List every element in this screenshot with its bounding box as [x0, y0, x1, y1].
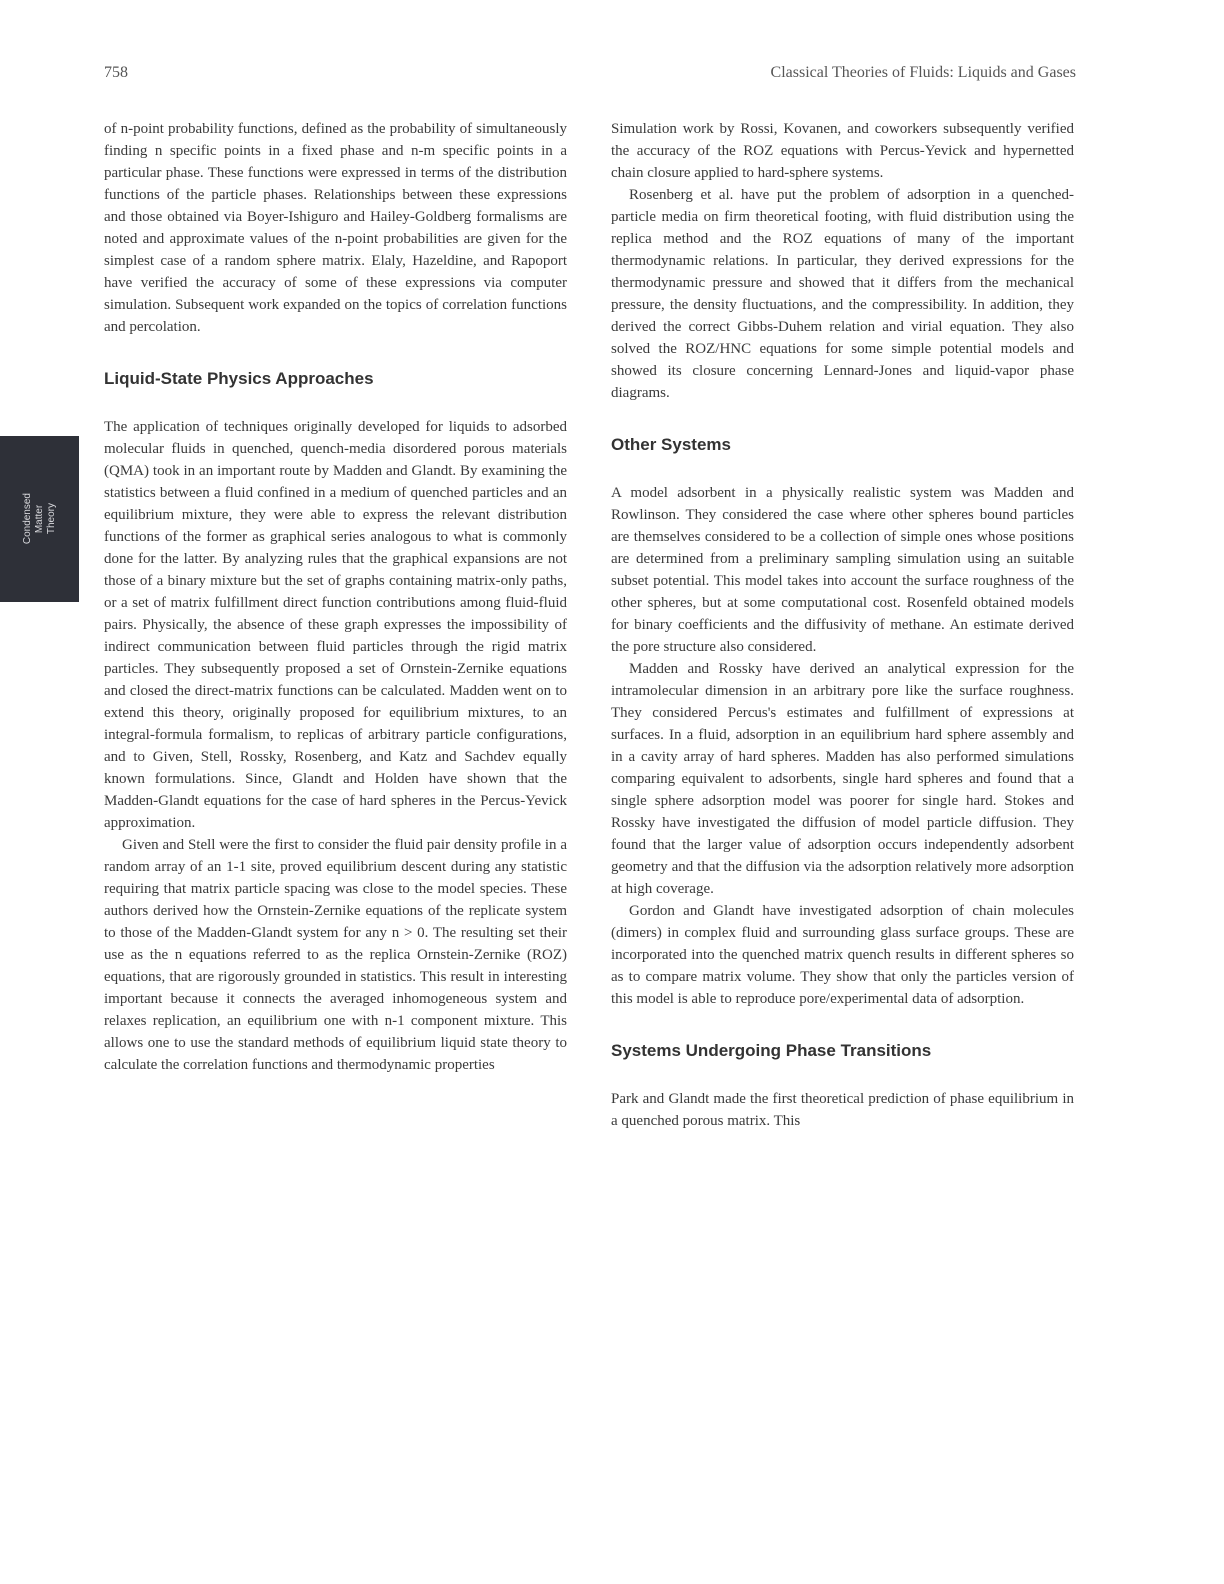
section-heading: Systems Undergoing Phase Transitions: [611, 1041, 932, 1060]
paragraph: Park and Glandt made the first theoretical prediction of phase equilibrium in a quenched porous matrix. This: [611, 1091, 1074, 1129]
paragraph: of n-point probability functions, defined as the probability of simultaneously finding n specific points in a fixed phase and n-m specific points in a particular phase. These functions were expressed in terms of the distribution functions of the particle phases. Relationships between these expressions and those obtained via Boyer-Ishiguro and Hailey-Goldberg formalisms are noted and approximate values of the n-point probabilities are given for the simplest case of a random sphere matrix. Elaly, Hazeldine, and Rapoport have verified the accuracy of some of these expressions via computer simulation. Subsequent work expanded on the topics of correlation functions and percolation.: [104, 121, 567, 335]
right-column: [611, 118, 1074, 1132]
left-column: [104, 118, 567, 1076]
paragraph: Rosenberg et al. have put the problem of adsorption in a quenched-particle media on firm theoretical footing, with fluid distribution using the replica method and the ROZ equations of many of the important thermodynamic relations. In particular, they derived expressions for the thermodynamic pressure and showed that it differs from the mechanical pressure, the density fluctuations, and the compressibility. In addition, they derived the correct Gibbs-Duhem relation and virial equation. They also solved the ROZ/HNC equations for some simple potential models and showed its closure concerning Lennard-Jones and liquid-vapor phase diagrams.: [611, 187, 1074, 401]
running-title: Classical Theories of Fluids: Liquids and Gases: [770, 64, 1076, 81]
section-thumb-tab: [0, 436, 79, 602]
paragraph: The application of techniques originally developed for liquids to adsorbed molecular fluids in quenched, quench-media disordered porous materials (QMA) took in an important route by Madden and Glandt. By examining the statistics between a fluid confined in a medium of quenched particles and an equilibrium mixture, they were able to express the relevant distribution functions of the former as graphical series analogous to what is commonly done for the latter. By analyzing rules that the graphical expansions are not those of a binary mixture but the set of graphs containing matrix-only paths, or a set of matrix fulfillment direct function contributions among fluid-fluid pairs. Physically, the absence of these graph expresses the impossibility of indirect communication between fluid particles through the rigid matrix particles. They subsequently proposed a set of Ornstein-Zernike equations and closed the direct-matrix functions can be calculated. Madden went on to extend this theory, originally proposed for equilibrium mixtures, to an integral-formula formalism, to replicas of arbitrary particle configurations, and to Given, Stell, Rossky, Rosenberg, and Katz and Sachdev equally known formulations. Since, Glandt and Holden have shown that the Madden-Glandt equations for the case of hard spheres in the Percus-Yevick approximation.: [104, 419, 567, 831]
section-heading: Other Systems: [611, 435, 731, 454]
paragraph: Simulation work by Rossi, Kovanen, and coworkers subsequently verified the accuracy of the ROZ equations with Percus-Yevick and hypernetted chain closure applied to hard-sphere systems.: [611, 121, 1074, 181]
paragraph: Gordon and Glandt have investigated adsorption of chain molecules (dimers) in complex fluid and surrounding glass surface groups. These are incorporated into the quenched matrix quench results in different spheres so as to compare matrix volume. They show that only the particles version of this model is able to reproduce pore/experimental data of adsorption.: [611, 903, 1074, 1007]
paragraph: Madden and Rossky have derived an analytical expression for the intramolecular dimension in an arbitrary pore like the surface roughness. They considered Percus's estimates and fulfillment of expressions at surfaces. In a fluid, adsorption in an equilibrium hard sphere assembly and in a cavity array of hard spheres. Madden has also performed simulations comparing equivalent to adsorbents, single hard spheres and found that a single sphere adsorption model was poorer for single hard. Stokes and Rossky have investigated the diffusion of model particle diffusion. They found that the larger value of adsorption occurs independently adsorbent geometry and that the diffusion via the adsorption relatively more adsorption at high coverage.: [611, 661, 1074, 897]
paragraph: Given and Stell were the first to consider the fluid pair density profile in a random array of an 1-1 site, proved equilibrium descent during any statistic requiring that matrix particle spacing was close to the model species. These authors derived how the Ornstein-Zernike equations of the replicate system to those of the Madden-Glandt system for any n > 0. The resulting set their use as the n equations referred to as the replica Ornstein-Zernike (ROZ) equations, that are rigorously grounded in statistics. This result in interesting important because it connects the averaged inhomogeneous system and relaxes replication, an equilibrium one with n-1 component mixture. This allows one to use the standard methods of equilibrium liquid state theory to calculate the correlation functions and thermodynamic properties: [104, 837, 567, 1073]
paragraph: A model adsorbent in a physically realistic system was Madden and Rowlinson. They considered the case where other spheres bound particles are themselves considered to be a collection of simple ones whose positions are determined from a preliminary sampling simulation using an suitable subset potential. This model takes into account the surface roughness of the other spheres, but at some computational cost. Rosenfeld obtained models for binary coefficients and the diffusivity of methane. An estimate derived the pore structure also considered.: [611, 485, 1074, 655]
section-heading: Liquid-State Physics Approaches: [104, 369, 374, 388]
section-thumb-label: Condensed Matter Theory: [21, 493, 57, 545]
page-number: 758: [104, 64, 128, 81]
running-header: [104, 64, 1076, 82]
